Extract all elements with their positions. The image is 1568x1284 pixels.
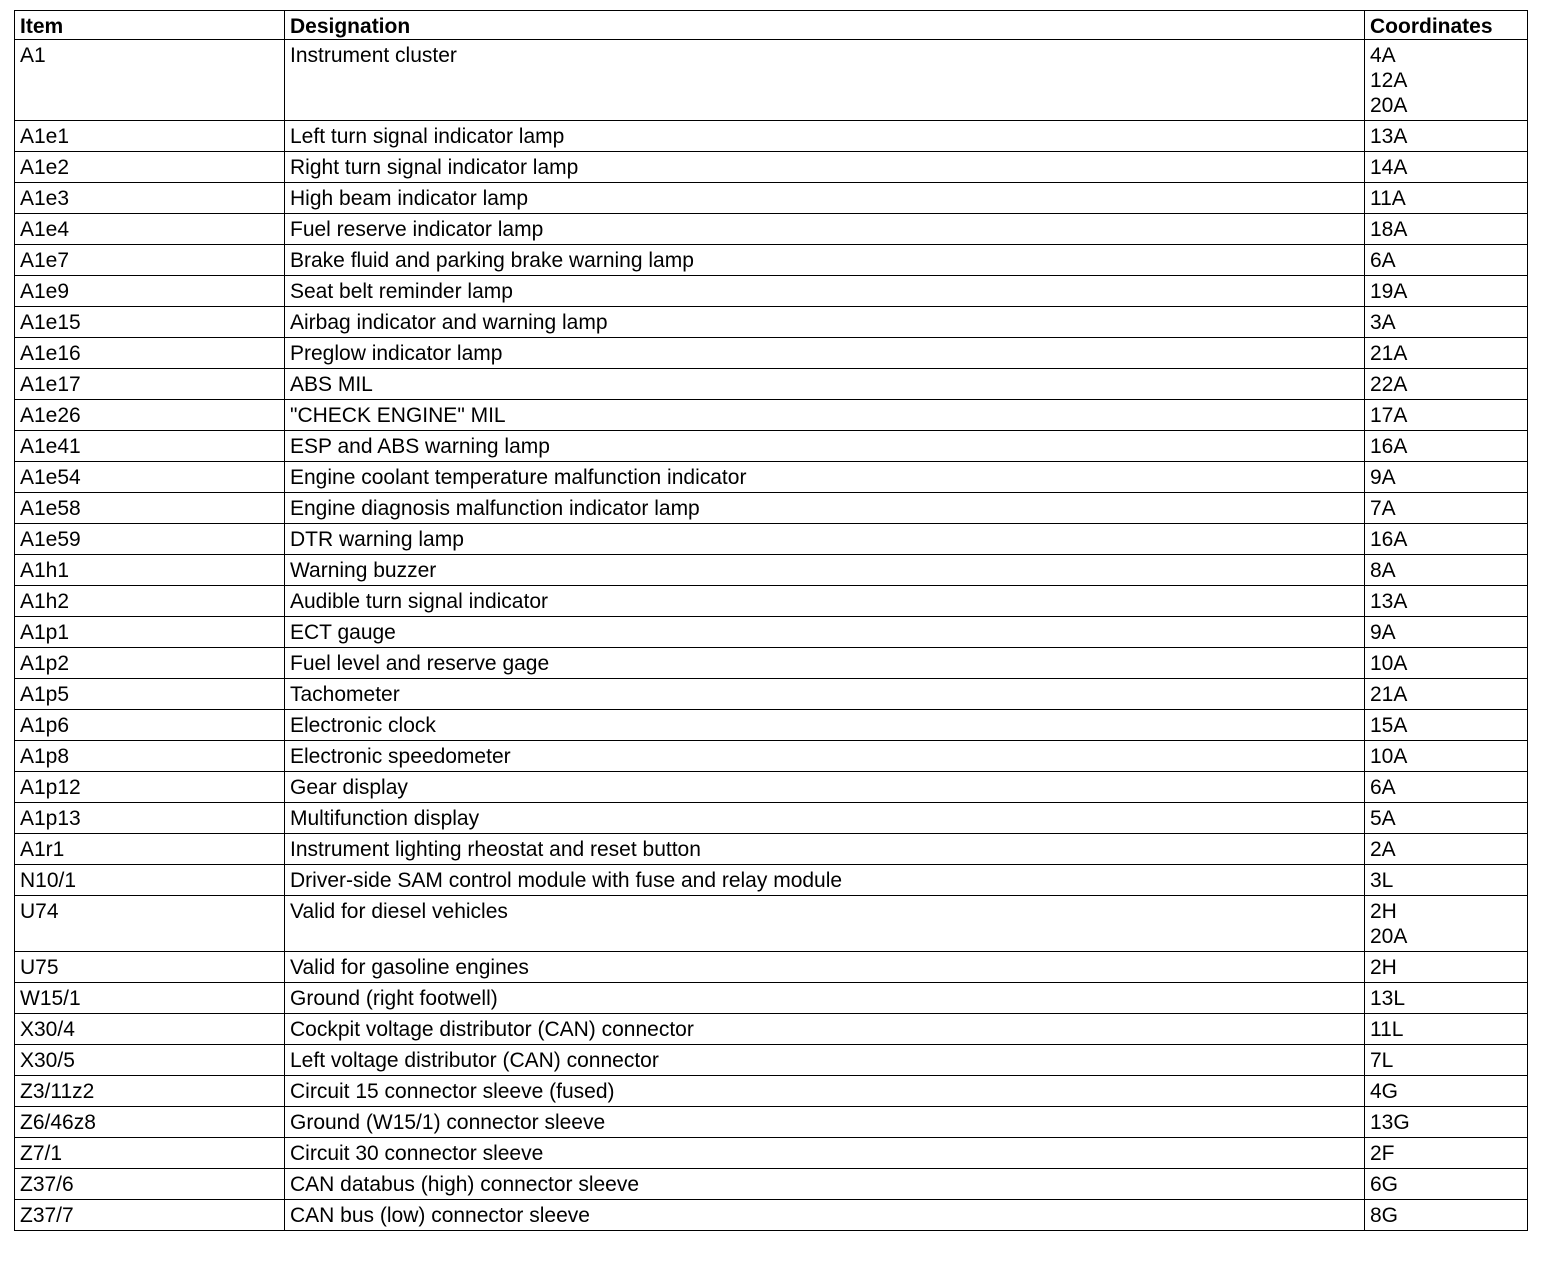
header-row (15, 11, 1528, 40)
item-cell: A1e41 (15, 431, 285, 462)
coordinates-cell (1365, 524, 1528, 555)
coordinate-value: 2H (1370, 956, 1397, 979)
coordinates-cell (1365, 772, 1528, 803)
table-row (15, 555, 1528, 586)
designation-cell: "CHECK ENGINE" MIL (285, 400, 1365, 431)
coordinate-value: 21A (1370, 683, 1408, 706)
designation-cell: Gear display (285, 772, 1365, 803)
coordinate-value: 10A (1370, 745, 1408, 768)
coordinate-value: 8A (1370, 559, 1396, 582)
table-row (15, 1138, 1528, 1169)
coordinate-value: 21A (1370, 342, 1408, 365)
item-cell: A1r1 (15, 834, 285, 865)
item-cell: Z6/46z8 (15, 1107, 285, 1138)
coordinates-cell (1365, 1200, 1528, 1231)
coordinates-cell (1365, 983, 1528, 1014)
item-cell: A1e58 (15, 493, 285, 524)
table-row (15, 741, 1528, 772)
designation-cell: ABS MIL (285, 369, 1365, 400)
item-cell: U75 (15, 952, 285, 983)
designation-cell: Left turn signal indicator lamp (285, 121, 1365, 152)
item-column-header: Item (15, 11, 285, 40)
coordinates-cell (1365, 152, 1528, 183)
coordinate-value: 9A (1370, 466, 1396, 489)
item-cell: A1p13 (15, 803, 285, 834)
coordinates-cell (1365, 121, 1528, 152)
designation-cell: Driver-side SAM control module with fuse and relay module (285, 865, 1365, 896)
designation-cell: Tachometer (285, 679, 1365, 710)
coordinate-value: 4G (1370, 1080, 1399, 1103)
coordinates-cell (1365, 462, 1528, 493)
designation-cell: Airbag indicator and warning lamp (285, 307, 1365, 338)
item-cell: A1p8 (15, 741, 285, 772)
coordinates-cell (1365, 369, 1528, 400)
item-cell: A1h1 (15, 555, 285, 586)
coordinate-value: 6G (1370, 1173, 1399, 1196)
designation-cell: High beam indicator lamp (285, 183, 1365, 214)
designation-cell: Instrument lighting rheostat and reset button (285, 834, 1365, 865)
table-row (15, 183, 1528, 214)
item-cell: W15/1 (15, 983, 285, 1014)
table-row (15, 834, 1528, 865)
item-cell: A1p12 (15, 772, 285, 803)
coordinates-cell (1365, 338, 1528, 369)
coordinate-value: 11L (1370, 1018, 1404, 1041)
coordinates-cell (1365, 617, 1528, 648)
item-cell: X30/5 (15, 1045, 285, 1076)
table-row (15, 865, 1528, 896)
coordinates-cell (1365, 40, 1528, 121)
designation-cell: DTR warning lamp (285, 524, 1365, 555)
item-cell: A1p6 (15, 710, 285, 741)
coordinates-cell (1365, 431, 1528, 462)
item-cell: A1e9 (15, 276, 285, 307)
designation-cell: Fuel reserve indicator lamp (285, 214, 1365, 245)
coordinates-cell (1365, 803, 1528, 834)
coordinate-value: 2H (1370, 900, 1397, 923)
coordinate-value: 22A (1370, 373, 1408, 396)
item-cell: A1e2 (15, 152, 285, 183)
table-row (15, 983, 1528, 1014)
designation-cell: Left voltage distributor (CAN) connector (285, 1045, 1365, 1076)
coordinates-cell (1365, 1045, 1528, 1076)
coordinate-value: 13A (1370, 125, 1408, 148)
table-row (15, 524, 1528, 555)
coordinate-value: 13G (1370, 1111, 1410, 1134)
coordinates-cell (1365, 555, 1528, 586)
coordinate-value: 13A (1370, 590, 1408, 613)
designation-cell: Ground (W15/1) connector sleeve (285, 1107, 1365, 1138)
table-row (15, 369, 1528, 400)
table-row (15, 307, 1528, 338)
item-cell: A1e15 (15, 307, 285, 338)
designation-cell: Cockpit voltage distributor (CAN) connector (285, 1014, 1365, 1045)
coordinate-value: 15A (1370, 714, 1408, 737)
coordinates-cell (1365, 1076, 1528, 1107)
component-legend-table (14, 10, 1528, 1231)
designation-cell: Audible turn signal indicator (285, 586, 1365, 617)
item-cell: Z37/6 (15, 1169, 285, 1200)
coordinates-cell (1365, 679, 1528, 710)
designation-cell: Multifunction display (285, 803, 1365, 834)
coordinate-value: 20A (1370, 94, 1408, 117)
table-row (15, 896, 1528, 952)
coordinate-value: 7L (1370, 1049, 1394, 1072)
item-cell: A1p2 (15, 648, 285, 679)
designation-cell: Electronic clock (285, 710, 1365, 741)
table-row (15, 245, 1528, 276)
item-cell: A1e16 (15, 338, 285, 369)
coordinate-value: 19A (1370, 280, 1408, 303)
coordinate-value: 2F (1370, 1142, 1395, 1165)
table-row (15, 586, 1528, 617)
coordinates-cell (1365, 276, 1528, 307)
coordinates-cell (1365, 245, 1528, 276)
designation-cell: Electronic speedometer (285, 741, 1365, 772)
table-row (15, 276, 1528, 307)
table-row (15, 214, 1528, 245)
table-row (15, 40, 1528, 121)
coordinate-value: 17A (1370, 404, 1408, 427)
coordinate-value: 11A (1370, 187, 1406, 210)
table-row (15, 493, 1528, 524)
coordinates-column-header: Coordinates (1365, 11, 1528, 40)
coordinates-cell (1365, 183, 1528, 214)
coordinate-value: 4A (1370, 44, 1396, 67)
table-row (15, 1200, 1528, 1231)
item-cell: A1p1 (15, 617, 285, 648)
coordinate-value: 14A (1370, 156, 1408, 179)
coordinate-value: 10A (1370, 652, 1408, 675)
coordinates-cell (1365, 214, 1528, 245)
item-cell: A1e1 (15, 121, 285, 152)
coordinate-value: 20A (1370, 925, 1408, 948)
coordinate-value: 12A (1370, 69, 1408, 92)
item-cell: Z37/7 (15, 1200, 285, 1231)
table-row (15, 617, 1528, 648)
table-row (15, 1014, 1528, 1045)
table-row (15, 772, 1528, 803)
designation-cell: Fuel level and reserve gage (285, 648, 1365, 679)
table-row (15, 1169, 1528, 1200)
designation-cell: ECT gauge (285, 617, 1365, 648)
item-cell: A1e7 (15, 245, 285, 276)
designation-cell: Circuit 15 connector sleeve (fused) (285, 1076, 1365, 1107)
table-row (15, 121, 1528, 152)
designation-cell: Valid for gasoline engines (285, 952, 1365, 983)
table-body (15, 40, 1528, 1231)
item-cell: A1 (15, 40, 285, 121)
item-cell: A1e17 (15, 369, 285, 400)
item-cell: A1e59 (15, 524, 285, 555)
designation-cell: Right turn signal indicator lamp (285, 152, 1365, 183)
coordinate-value: 6A (1370, 776, 1396, 799)
designation-cell: Engine coolant temperature malfunction indicator (285, 462, 1365, 493)
table-row (15, 803, 1528, 834)
item-cell: A1e26 (15, 400, 285, 431)
coordinates-cell (1365, 952, 1528, 983)
coordinates-cell (1365, 865, 1528, 896)
table-row (15, 1076, 1528, 1107)
coordinate-value: 5A (1370, 807, 1396, 830)
coordinates-cell (1365, 400, 1528, 431)
item-cell: U74 (15, 896, 285, 952)
coordinate-value: 13L (1370, 987, 1406, 1010)
item-cell: A1e3 (15, 183, 285, 214)
item-cell: A1h2 (15, 586, 285, 617)
coordinates-cell (1365, 493, 1528, 524)
coordinate-value: 2A (1370, 838, 1396, 861)
designation-column-header: Designation (285, 11, 1365, 40)
coordinate-value: 16A (1370, 528, 1408, 551)
coordinate-value: 18A (1370, 218, 1408, 241)
item-cell: Z3/11z2 (15, 1076, 285, 1107)
item-cell: Z7/1 (15, 1138, 285, 1169)
coordinate-value: 6A (1370, 249, 1396, 272)
designation-cell: CAN bus (low) connector sleeve (285, 1200, 1365, 1231)
table-row (15, 710, 1528, 741)
coordinate-value: 3L (1370, 869, 1394, 892)
designation-cell: Circuit 30 connector sleeve (285, 1138, 1365, 1169)
item-cell: A1p5 (15, 679, 285, 710)
designation-cell: Instrument cluster (285, 40, 1365, 121)
table-row (15, 462, 1528, 493)
table-row (15, 952, 1528, 983)
table-row (15, 400, 1528, 431)
table-row (15, 679, 1528, 710)
designation-cell: Preglow indicator lamp (285, 338, 1365, 369)
designation-cell: CAN databus (high) connector sleeve (285, 1169, 1365, 1200)
table-row (15, 338, 1528, 369)
coordinates-cell (1365, 307, 1528, 338)
coordinate-value: 3A (1370, 311, 1396, 334)
coordinates-cell (1365, 1014, 1528, 1045)
designation-cell: Warning buzzer (285, 555, 1365, 586)
coordinates-cell (1365, 741, 1528, 772)
item-cell: X30/4 (15, 1014, 285, 1045)
designation-cell: Ground (right footwell) (285, 983, 1365, 1014)
coordinates-cell (1365, 834, 1528, 865)
coordinates-cell (1365, 586, 1528, 617)
designation-cell: Seat belt reminder lamp (285, 276, 1365, 307)
coordinate-value: 16A (1370, 435, 1408, 458)
coordinates-cell (1365, 648, 1528, 679)
coordinate-value: 7A (1370, 497, 1396, 520)
coordinates-cell (1365, 1138, 1528, 1169)
coordinates-cell (1365, 896, 1528, 952)
item-cell: A1e54 (15, 462, 285, 493)
table-row (15, 1045, 1528, 1076)
coordinates-cell (1365, 1107, 1528, 1138)
table-row (15, 431, 1528, 462)
coordinates-cell (1365, 710, 1528, 741)
table-row (15, 152, 1528, 183)
coordinates-cell (1365, 1169, 1528, 1200)
designation-cell: Valid for diesel vehicles (285, 896, 1365, 952)
table-row (15, 648, 1528, 679)
item-cell: N10/1 (15, 865, 285, 896)
coordinate-value: 8G (1370, 1204, 1399, 1227)
designation-cell: Brake fluid and parking brake warning lamp (285, 245, 1365, 276)
coordinate-value: 9A (1370, 621, 1396, 644)
table-row (15, 1107, 1528, 1138)
designation-cell: Engine diagnosis malfunction indicator lamp (285, 493, 1365, 524)
designation-cell: ESP and ABS warning lamp (285, 431, 1365, 462)
item-cell: A1e4 (15, 214, 285, 245)
